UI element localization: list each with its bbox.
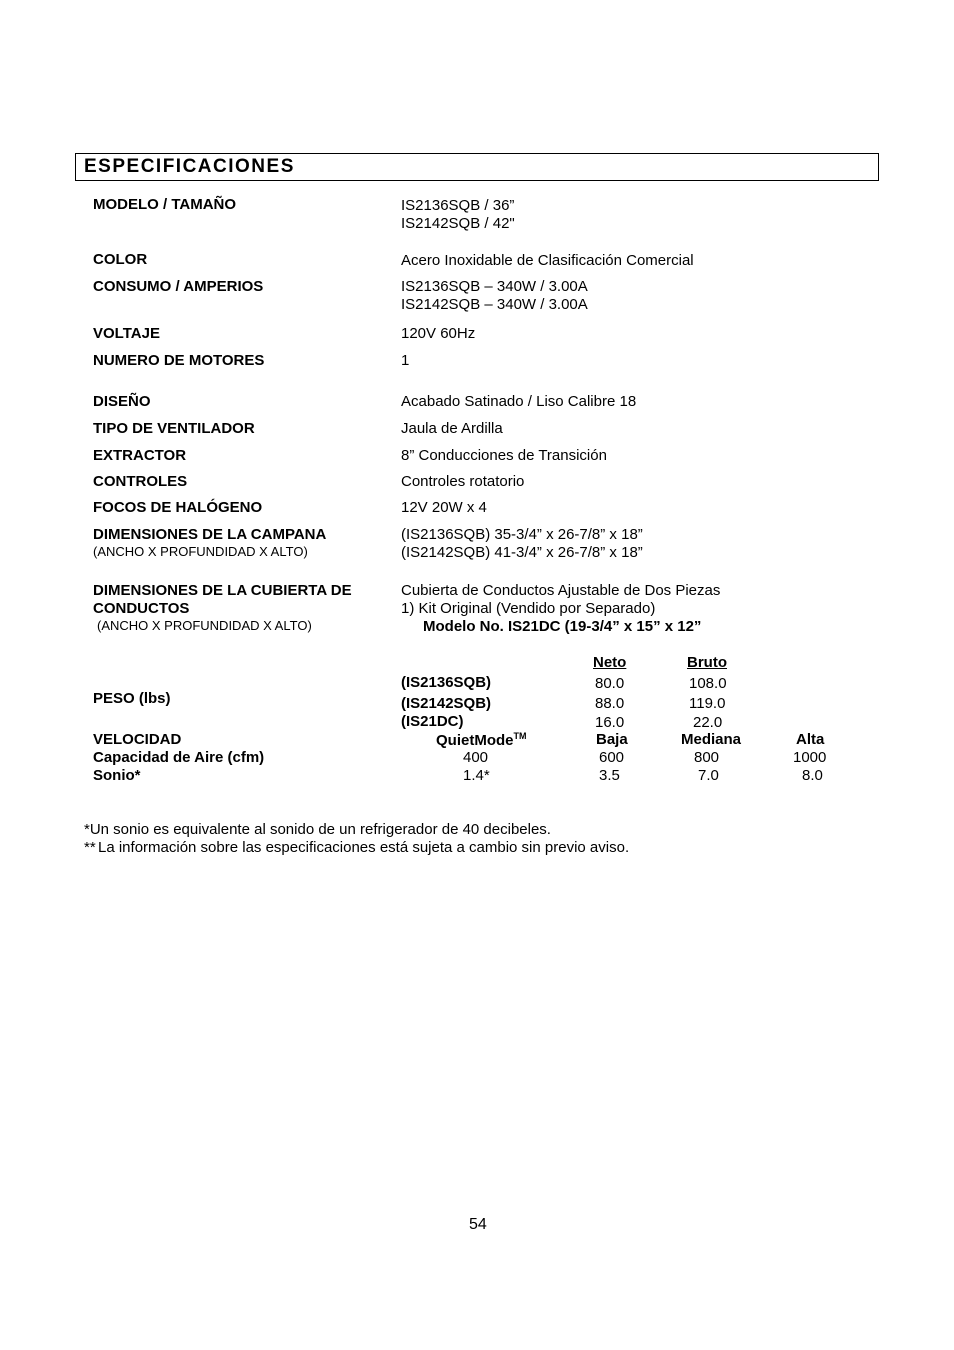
section-title: ESPECIFICACIONES: [84, 156, 295, 177]
trademark-mark: TM: [513, 731, 527, 741]
cubierta-label-1: DIMENSIONES DE LA CUBIERTA DE: [93, 582, 352, 599]
peso-label: PESO (lbs): [93, 690, 171, 707]
motores-value: 1: [401, 352, 410, 369]
cfm-alta: 1000: [793, 749, 827, 766]
controles-value: Controles rotatorio: [401, 473, 525, 490]
campana-sublabel: (ANCHO X PROFUNDIDAD X ALTO): [93, 544, 308, 559]
focos-label: FOCOS DE HALÓGENO: [93, 499, 263, 516]
peso-bruto-2: 119.0: [689, 695, 726, 712]
campana-value-1: (IS2136SQB) 35-3/4” x 26-7/8” x 18”: [401, 526, 643, 543]
consumo-value-2: IS2142SQB – 340W / 3.00A: [401, 296, 588, 313]
peso-model-3: (IS21DC): [401, 713, 464, 730]
motores-label: NUMERO DE MOTORES: [93, 352, 265, 369]
peso-neto-1: 80.0: [595, 675, 625, 692]
peso-model-1: (IS2136SQB): [401, 674, 492, 691]
sonio-label: Sonio*: [93, 767, 141, 784]
baja-header: Baja: [596, 731, 628, 748]
peso-col-bruto: Bruto: [687, 654, 727, 671]
extractor-value: 8” Conducciones de Transición: [401, 447, 607, 464]
peso-neto-2: 88.0: [595, 695, 625, 712]
peso-bruto-1: 108.0: [689, 675, 727, 692]
voltaje-value: 120V 60Hz: [401, 325, 476, 342]
diseno-label: DISEÑO: [93, 393, 151, 410]
consumo-value-1: IS2136SQB – 340W / 3.00A: [401, 278, 588, 295]
cubierta-value-3: Modelo No. IS21DC (19-3/4” x 15” x 12”: [423, 618, 702, 635]
section-title-box: [75, 153, 879, 181]
modelo-value-2: IS2142SQB / 42": [401, 215, 515, 232]
cfm-mediana: 800: [694, 749, 720, 766]
peso-neto-3: 16.0: [595, 714, 625, 731]
focos-value: 12V 20W x 4: [401, 499, 487, 516]
page-number: 54: [469, 1216, 487, 1233]
cubierta-label-2: CONDUCTOS: [93, 600, 190, 617]
cfm-label: Capacidad de Aire (cfm): [93, 749, 265, 766]
sonio-alta: 8.0: [802, 767, 823, 784]
alta-header: Alta: [796, 731, 825, 748]
quietmode-header: [436, 731, 527, 749]
cubierta-value-2: 1) Kit Original (Vendido por Separado): [401, 600, 656, 617]
extractor-label: EXTRACTOR: [93, 447, 187, 464]
campana-label: DIMENSIONES DE LA CAMPANA: [93, 526, 327, 543]
diseno-value: Acabado Satinado / Liso Calibre 18: [401, 393, 637, 410]
peso-bruto-3: 22.0: [693, 714, 723, 731]
note-2-mark: **: [84, 839, 96, 856]
color-label: COLOR: [93, 251, 148, 268]
sonio-mediana: 7.0: [698, 767, 719, 784]
controles-label: CONTROLES: [93, 473, 188, 490]
cfm-baja: 600: [599, 749, 625, 766]
color-value: Acero Inoxidable de Clasificación Comercial: [401, 252, 694, 269]
mediana-header: Mediana: [681, 731, 742, 748]
modelo-value-1: IS2136SQB / 36”: [401, 197, 515, 214]
note-1: *Un sonio es equivalente al sonido de un refrigerador de 40 decibeles.: [84, 821, 551, 838]
peso-model-2: (IS2142SQB): [401, 695, 492, 712]
sonio-baja: 3.5: [599, 767, 620, 784]
voltaje-label: VOLTAJE: [93, 325, 160, 342]
note-2: La información sobre las especificaciones está sujeta a cambio sin previo aviso.: [98, 839, 630, 856]
ventilador-value: Jaula de Ardilla: [401, 420, 503, 437]
modelo-label: MODELO / TAMAÑO: [93, 196, 237, 213]
cubierta-sublabel: (ANCHO X PROFUNDIDAD X ALTO): [97, 618, 312, 633]
quietmode-text: QuietMode: [436, 732, 514, 749]
sonio-quiet: 1.4*: [463, 767, 490, 784]
cfm-quiet: 400: [463, 749, 489, 766]
campana-value-2: (IS2142SQB) 41-3/4” x 26-7/8” x 18”: [401, 544, 643, 561]
peso-col-neto: Neto: [593, 654, 627, 671]
consumo-label: CONSUMO / AMPERIOS: [93, 278, 264, 295]
cubierta-value-1: Cubierta de Conductos Ajustable de Dos Piezas: [401, 582, 721, 599]
velocidad-label: VELOCIDAD: [93, 731, 182, 748]
ventilador-label: TIPO DE VENTILADOR: [93, 420, 255, 437]
